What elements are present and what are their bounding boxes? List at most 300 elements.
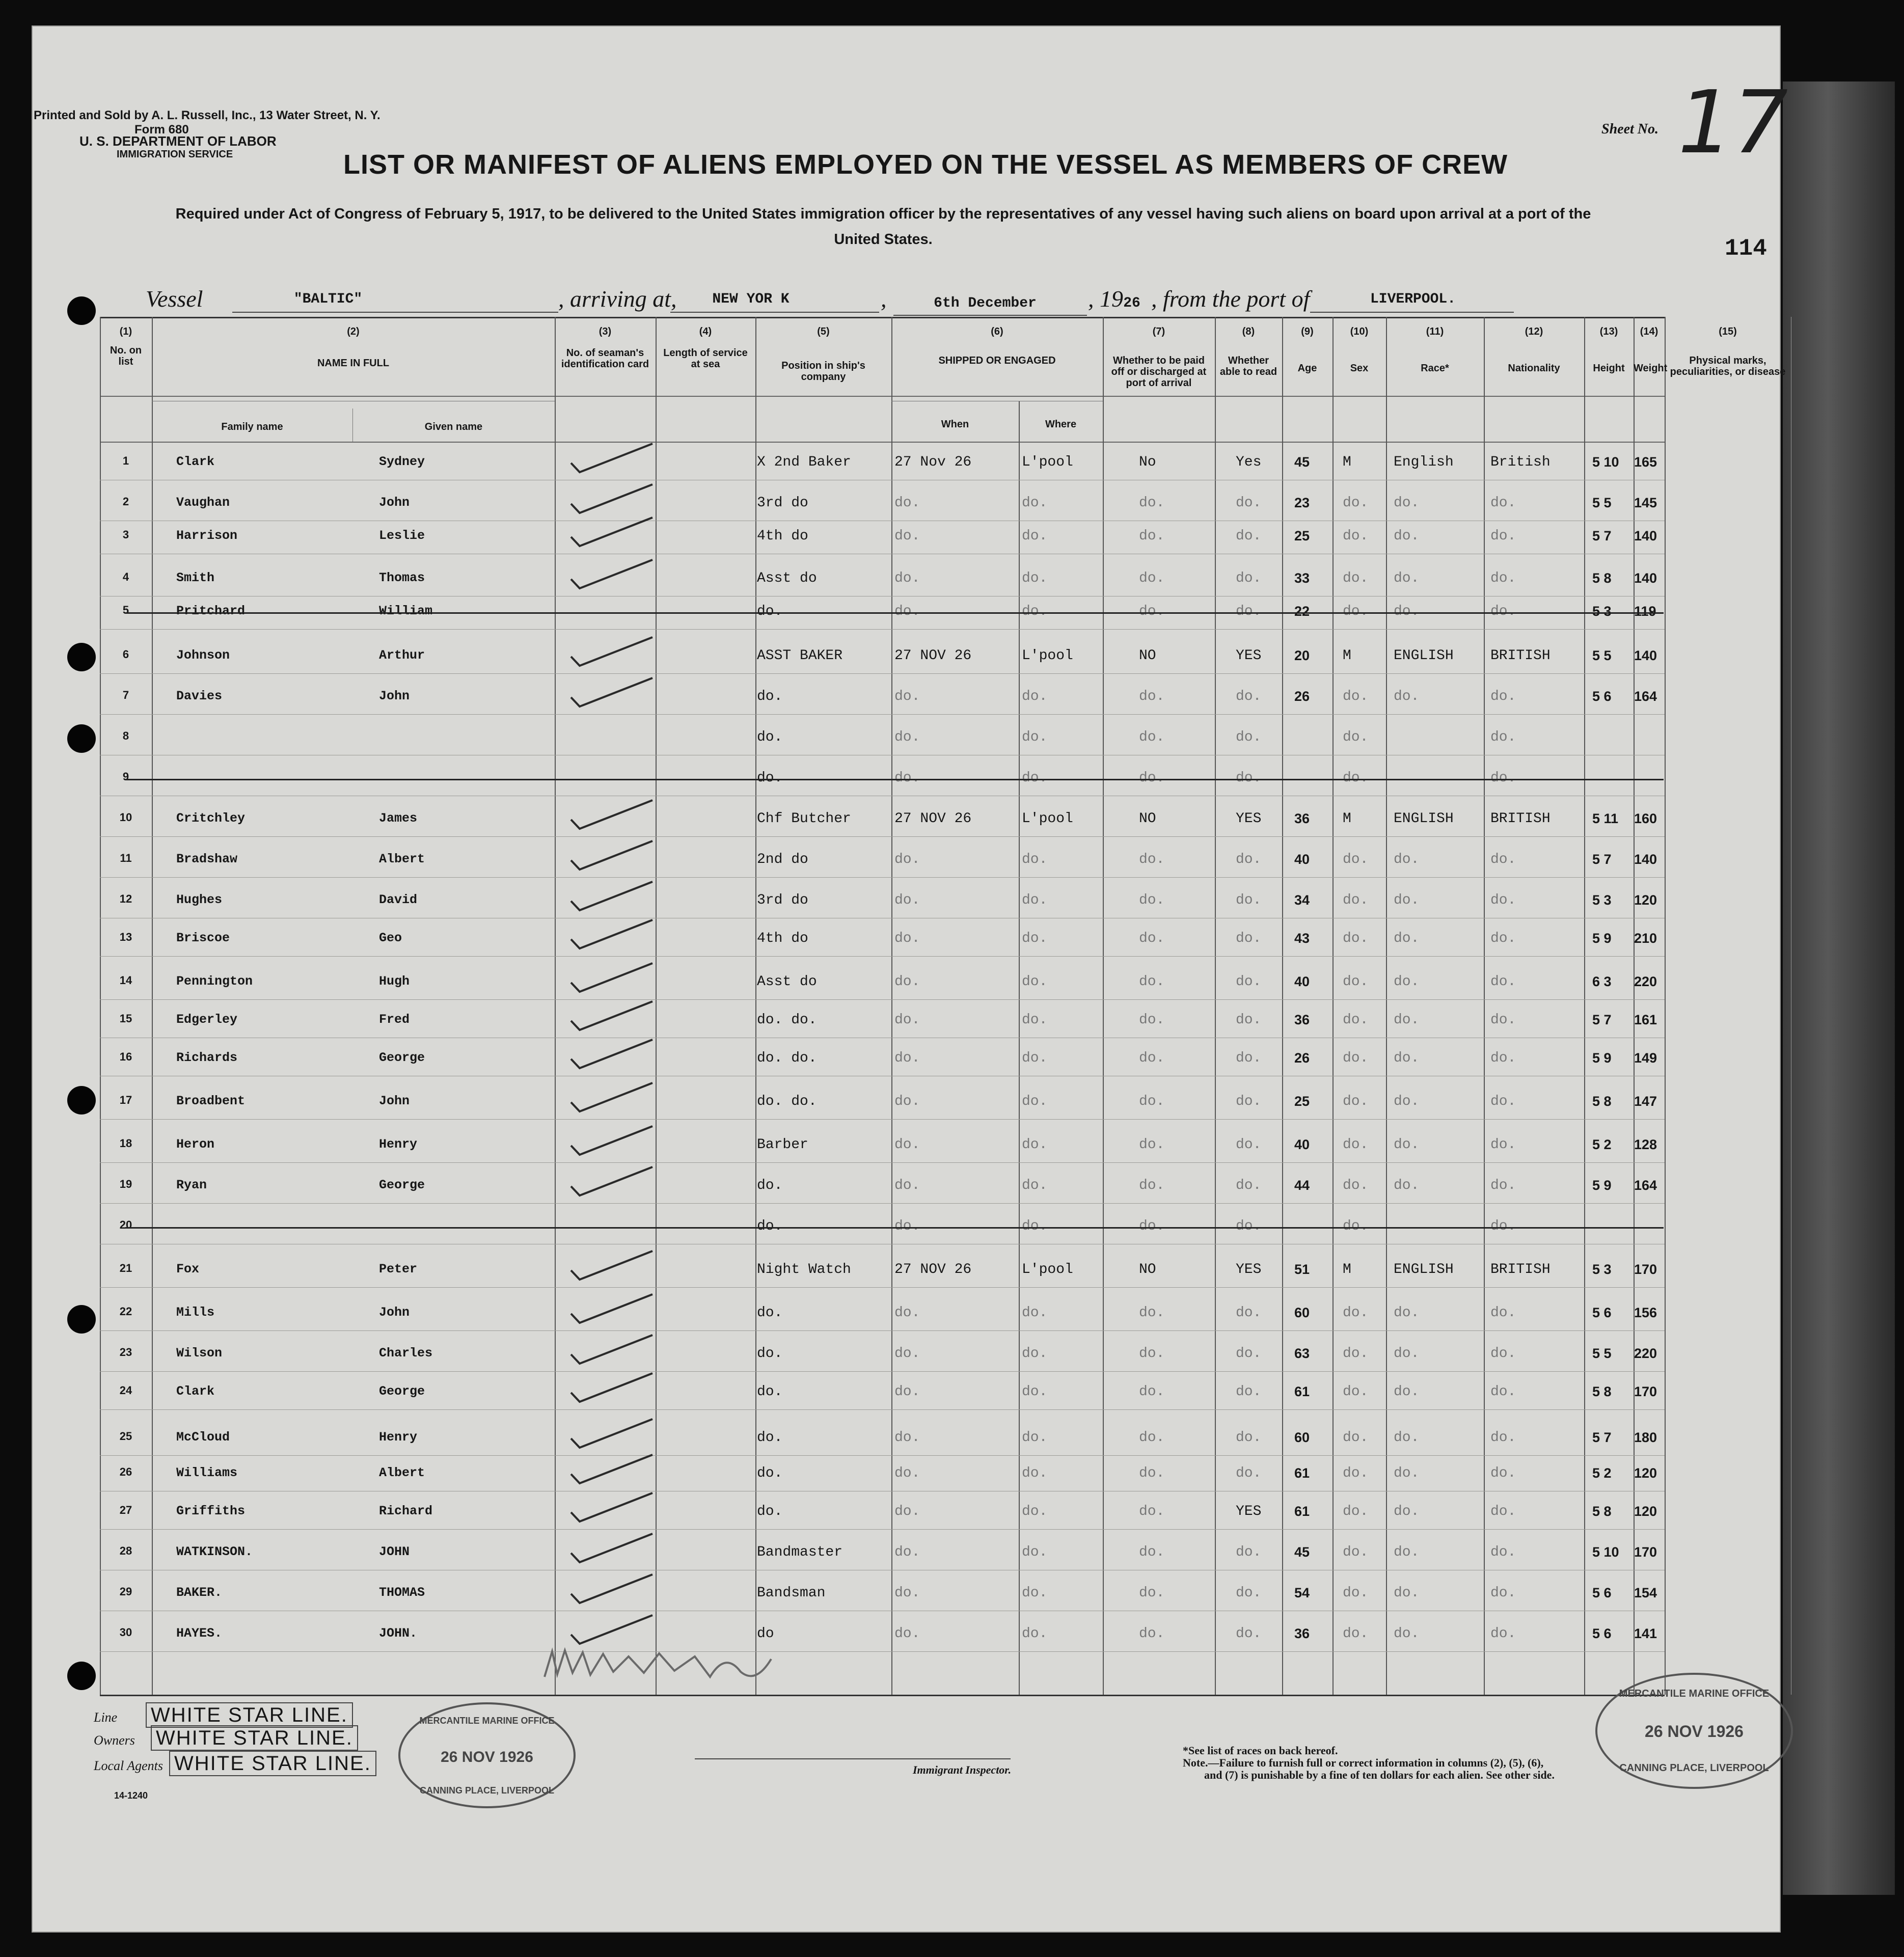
checkmark-icon xyxy=(568,999,655,1035)
paid-off-cell: do. xyxy=(1139,604,1165,619)
sex-cell: do. xyxy=(1343,1012,1369,1028)
given-name-cell: Arthur xyxy=(379,648,425,663)
position-cell: Bandsman xyxy=(757,1585,826,1601)
weight-cell: 156 xyxy=(1634,1305,1657,1320)
able-to-read-cell: do. xyxy=(1236,1346,1262,1362)
given-name-cell: George xyxy=(379,1384,425,1399)
col-number: (3) xyxy=(599,326,612,337)
weight-cell: 128 xyxy=(1634,1137,1657,1152)
paid-off-cell: do. xyxy=(1139,528,1165,544)
race-cell: do. xyxy=(1394,1384,1420,1400)
position-cell: Chf Butcher xyxy=(757,811,851,827)
sex-cell: do. xyxy=(1343,1585,1369,1601)
paid-off-cell: do. xyxy=(1139,729,1165,745)
paid-off-cell: do. xyxy=(1139,1585,1165,1601)
shipped-where-cell: do. xyxy=(1022,1178,1048,1193)
height-cell: 5 5 xyxy=(1592,1346,1612,1361)
weight-cell: 210 xyxy=(1634,931,1657,946)
strike-through-line xyxy=(125,1227,1664,1229)
shipped-when-cell: do. xyxy=(894,604,920,619)
position-cell: Asst do xyxy=(757,570,817,586)
given-name-cell: George xyxy=(379,1050,425,1065)
race-cell: do. xyxy=(1394,1137,1420,1153)
height-cell: 5 8 xyxy=(1592,570,1612,586)
checkmark-icon xyxy=(568,1249,655,1285)
shipped-when-cell: 27 NOV 26 xyxy=(894,648,972,664)
header-height: Height xyxy=(1593,363,1625,374)
weight-cell: 140 xyxy=(1634,570,1657,586)
punch-hole xyxy=(67,1086,96,1115)
weight-cell: 120 xyxy=(1634,1504,1657,1519)
sex-cell: do. xyxy=(1343,1218,1369,1234)
nationality-cell: do. xyxy=(1490,892,1516,908)
checkmark-icon xyxy=(568,1038,655,1073)
able-to-read-cell: do. xyxy=(1236,1050,1262,1066)
weight-cell: 170 xyxy=(1634,1544,1657,1560)
height-cell: 5 8 xyxy=(1592,1384,1612,1399)
checkmark-icon xyxy=(568,442,655,477)
weight-cell: 220 xyxy=(1634,974,1657,989)
able-to-read-cell: do. xyxy=(1236,1178,1262,1193)
nationality-cell: do. xyxy=(1490,1305,1516,1321)
line-label: Line xyxy=(94,1710,118,1725)
form-code: 14-1240 xyxy=(114,1790,148,1801)
row-number: 17 xyxy=(119,1094,132,1106)
family-name-cell: Johnson xyxy=(176,648,230,663)
race-cell: English xyxy=(1394,454,1454,470)
paid-off-cell: do. xyxy=(1139,1465,1165,1481)
able-to-read-cell: do. xyxy=(1236,1137,1262,1153)
race-cell: do. xyxy=(1394,495,1420,511)
sex-cell: do. xyxy=(1343,1384,1369,1400)
row-number: 13 xyxy=(119,931,132,943)
height-cell: 5 6 xyxy=(1592,1305,1612,1320)
form-title: LIST OR MANIFEST OF ALIENS EMPLOYED ON THE VESSEL AS MEMBERS OF CREW xyxy=(343,149,1508,180)
able-to-read-cell: do. xyxy=(1236,570,1262,586)
able-to-read-cell: do. xyxy=(1236,1218,1262,1234)
height-cell: 5 6 xyxy=(1592,1585,1612,1600)
race-cell: do. xyxy=(1394,1544,1420,1560)
shipped-where-cell: do. xyxy=(1022,604,1048,619)
checkmark-icon xyxy=(568,918,655,954)
age-cell: 33 xyxy=(1294,570,1310,586)
paid-off-cell: do. xyxy=(1139,1137,1165,1153)
age-cell: 26 xyxy=(1294,1050,1310,1066)
header-length-of-service: Length of service at sea xyxy=(663,347,748,370)
family-name-cell: Clark xyxy=(176,454,215,469)
age-cell: 22 xyxy=(1294,604,1310,619)
position-cell: do. do. xyxy=(757,1094,817,1109)
paid-off-cell: do. xyxy=(1139,495,1165,511)
race-cell: do. xyxy=(1394,1012,1420,1028)
position-cell: do. do. xyxy=(757,1050,817,1066)
given-name-cell: Henry xyxy=(379,1137,418,1152)
header-sex: Sex xyxy=(1350,363,1369,374)
sheet-number-label: Sheet No. xyxy=(1601,121,1658,137)
row-number: 22 xyxy=(119,1305,132,1318)
position-cell: 4th do xyxy=(757,528,808,544)
pencil-scrawl xyxy=(542,1641,792,1687)
nationality-cell: do. xyxy=(1490,1137,1516,1153)
height-cell: 5 3 xyxy=(1592,1262,1612,1277)
family-name-cell: Williams xyxy=(176,1465,238,1480)
position-cell: do. xyxy=(757,1305,783,1321)
able-to-read-cell: YES xyxy=(1236,1504,1262,1519)
shipped-where-cell: do. xyxy=(1022,1626,1048,1642)
given-name-cell: John xyxy=(379,689,410,703)
able-to-read-cell: do. xyxy=(1236,852,1262,867)
row-number: 28 xyxy=(119,1544,132,1557)
nationality-cell: do. xyxy=(1490,1626,1516,1642)
able-to-read-cell: YES xyxy=(1236,811,1262,827)
paid-off-cell: do. xyxy=(1139,1305,1165,1321)
weight-cell: 119 xyxy=(1634,604,1656,619)
weight-cell: 170 xyxy=(1634,1384,1657,1399)
race-cell: do. xyxy=(1394,852,1420,867)
shipped-where-cell: do. xyxy=(1022,852,1048,867)
given-name-cell: John xyxy=(379,1305,410,1320)
header-nationality: Nationality xyxy=(1508,363,1560,374)
race-cell: do. xyxy=(1394,1626,1420,1642)
checkmark-icon xyxy=(568,1081,655,1117)
shipped-when-cell: do. xyxy=(894,495,920,511)
col-number: (8) xyxy=(1242,326,1255,337)
row-number: 11 xyxy=(120,852,132,864)
mercantile-marine-stamp: MERCANTILE MARINE OFFICE 26 NOV 1926 CANNING PLACE, LIVERPOOL xyxy=(398,1702,576,1808)
sex-cell: do. xyxy=(1343,1305,1369,1321)
sex-cell: do. xyxy=(1343,689,1369,704)
height-cell: 5 7 xyxy=(1592,1430,1612,1445)
weight-cell: 160 xyxy=(1634,811,1657,826)
weight-cell: 170 xyxy=(1634,1262,1657,1277)
family-name-cell: Davies xyxy=(176,689,223,703)
header-given-name: Given name xyxy=(424,421,483,432)
nationality-cell: do. xyxy=(1490,570,1516,586)
weight-cell: 141 xyxy=(1634,1626,1657,1641)
weight-cell: 164 xyxy=(1634,689,1657,704)
position-cell: Bandmaster xyxy=(757,1544,843,1560)
shipped-when-cell: do. xyxy=(894,1585,920,1601)
shipped-when-cell: do. xyxy=(894,1346,920,1362)
shipped-where-cell: do. xyxy=(1022,570,1048,586)
shipped-where-cell: do. xyxy=(1022,974,1048,990)
shipped-where-cell: L'pool xyxy=(1022,1262,1073,1278)
position-cell: do. xyxy=(757,1178,783,1193)
paid-off-cell: do. xyxy=(1139,892,1165,908)
height-cell: 5 8 xyxy=(1592,1094,1612,1109)
nationality-cell: do. xyxy=(1490,770,1516,786)
height-cell: 5 5 xyxy=(1592,495,1612,510)
height-cell: 5 7 xyxy=(1592,852,1612,867)
able-to-read-cell: do. xyxy=(1236,689,1262,704)
header-race: Race* xyxy=(1421,363,1449,374)
sex-cell: do. xyxy=(1343,1430,1369,1446)
weight-cell: 164 xyxy=(1634,1178,1657,1193)
nationality-cell: do. xyxy=(1490,1094,1516,1109)
family-name-cell: Critchley xyxy=(176,811,246,826)
sex-cell: M xyxy=(1343,648,1351,664)
able-to-read-cell: do. xyxy=(1236,1305,1262,1321)
race-cell: do. xyxy=(1394,1346,1420,1362)
able-to-read-cell: do. xyxy=(1236,495,1262,511)
position-cell: do. xyxy=(757,1430,783,1446)
able-to-read-cell: do. xyxy=(1236,892,1262,908)
weight-cell: 161 xyxy=(1634,1012,1657,1027)
age-cell: 23 xyxy=(1294,495,1310,510)
position-cell: ASST BAKER xyxy=(757,648,843,664)
position-cell: do. xyxy=(757,604,783,619)
nationality-cell: do. xyxy=(1490,1384,1516,1400)
given-name-cell: David xyxy=(379,892,418,907)
row-number: 12 xyxy=(119,892,132,905)
row-number: 30 xyxy=(119,1626,132,1639)
sex-cell: do. xyxy=(1343,892,1369,908)
shipped-when-cell: 27 NOV 26 xyxy=(894,1262,972,1278)
punch-hole xyxy=(67,724,96,753)
paid-off-cell: do. xyxy=(1139,770,1165,786)
able-to-read-cell: do. xyxy=(1236,604,1262,619)
family-name-cell: Vaughan xyxy=(176,495,230,510)
paid-off-cell: NO xyxy=(1139,811,1156,827)
age-cell: 36 xyxy=(1294,1626,1310,1641)
row-number: 21 xyxy=(119,1262,132,1274)
row-number: 29 xyxy=(119,1585,132,1598)
col-number: (1) xyxy=(119,326,132,337)
given-name-cell: Albert xyxy=(379,1465,425,1480)
checkmark-icon xyxy=(568,1417,655,1453)
penalty-note: Note.—Failure to furnish full or correct information in columns (2), (5), (6), xyxy=(1183,1756,1544,1769)
able-to-read-cell: Yes xyxy=(1236,454,1262,470)
shipped-where-cell: do. xyxy=(1022,1430,1048,1446)
family-name-cell: Bradshaw xyxy=(176,852,238,866)
header-where: Where xyxy=(1045,419,1077,430)
shipped-when-cell: do. xyxy=(894,1050,920,1066)
row-number: 9 xyxy=(122,770,129,783)
age-cell: 61 xyxy=(1294,1465,1310,1481)
age-cell: 60 xyxy=(1294,1430,1310,1445)
sheet-number: 17 xyxy=(1678,72,1788,173)
shipped-where-cell: do. xyxy=(1022,689,1048,704)
nationality-cell: do. xyxy=(1490,604,1516,619)
header-name-in-full: NAME IN FULL xyxy=(317,358,390,369)
given-name-cell: Sydney xyxy=(379,454,425,469)
local-agents-label: Local Agents xyxy=(94,1758,164,1773)
height-cell: 5 7 xyxy=(1592,1012,1612,1027)
family-name-cell: Clark xyxy=(176,1384,215,1399)
able-to-read-cell: do. xyxy=(1236,1384,1262,1400)
family-name-cell: Pennington xyxy=(176,974,253,989)
header-weight: Weight xyxy=(1634,363,1668,374)
row-number: 6 xyxy=(122,648,129,661)
shipped-when-cell: do. xyxy=(894,1178,920,1193)
weight-cell: 145 xyxy=(1634,495,1657,510)
shipped-where-cell: do. xyxy=(1022,931,1048,946)
checkmark-icon xyxy=(568,961,655,997)
given-name-cell: John xyxy=(379,1094,410,1108)
punch-hole xyxy=(67,643,96,671)
paid-off-cell: do. xyxy=(1139,689,1165,704)
checkmark-icon xyxy=(568,1453,655,1488)
row-number: 18 xyxy=(119,1137,132,1150)
shipped-when-cell: do. xyxy=(894,1544,920,1560)
height-cell: 5 6 xyxy=(1592,689,1612,704)
local-agents-stamp: WHITE STAR LINE. xyxy=(169,1751,376,1776)
shipped-where-cell: do. xyxy=(1022,1384,1048,1400)
row-number: 5 xyxy=(122,604,129,616)
race-cell: ENGLISH xyxy=(1394,811,1454,827)
paid-off-cell: do. xyxy=(1139,570,1165,586)
sex-cell: do. xyxy=(1343,1544,1369,1560)
paid-off-cell: do. xyxy=(1139,1218,1165,1234)
position-cell: do. xyxy=(757,1218,783,1234)
race-cell: ENGLISH xyxy=(1394,648,1454,664)
checkmark-icon xyxy=(568,1124,655,1160)
inspector-label: Immigrant Inspector. xyxy=(913,1763,1012,1776)
race-cell: do. xyxy=(1394,1504,1420,1519)
sex-cell: do. xyxy=(1343,1178,1369,1193)
position-cell: do. do. xyxy=(757,1012,817,1028)
paid-off-cell: do. xyxy=(1139,1504,1165,1519)
age-cell: 45 xyxy=(1294,454,1310,470)
sex-cell: do. xyxy=(1343,1346,1369,1362)
age-cell: 61 xyxy=(1294,1504,1310,1519)
family-name-cell: Wilson xyxy=(176,1346,223,1361)
able-to-read-cell: do. xyxy=(1236,1585,1262,1601)
age-cell: 61 xyxy=(1294,1384,1310,1399)
sex-cell: M xyxy=(1343,1262,1351,1278)
given-name-cell: Leslie xyxy=(379,528,425,543)
height-cell: 5 10 xyxy=(1592,1544,1619,1560)
shipped-when-cell: do. xyxy=(894,1305,920,1321)
position-cell: do. xyxy=(757,729,783,745)
height-cell: 5 2 xyxy=(1592,1465,1612,1481)
shipped-where-cell: do. xyxy=(1022,1585,1048,1601)
nationality-cell: do. xyxy=(1490,1465,1516,1481)
shipped-where-cell: do. xyxy=(1022,1504,1048,1519)
age-cell: 40 xyxy=(1294,852,1310,867)
mercantile-marine-stamp: MERCANTILE MARINE OFFICE 26 NOV 1926 CANNING PLACE, LIVERPOOL xyxy=(1595,1673,1793,1789)
shipped-where-cell: do. xyxy=(1022,528,1048,544)
sex-cell: do. xyxy=(1343,852,1369,867)
nationality-cell: do. xyxy=(1490,1346,1516,1362)
given-name-cell: THOMAS xyxy=(379,1585,425,1600)
given-name-cell: Henry xyxy=(379,1430,418,1445)
age-cell: 26 xyxy=(1294,689,1310,704)
able-to-read-cell: do. xyxy=(1236,1544,1262,1560)
paid-off-cell: do. xyxy=(1139,974,1165,990)
strike-through-line xyxy=(125,779,1664,780)
header-physical-marks: Physical marks, peculiarities, or disease xyxy=(1670,355,1786,377)
position-cell: 3rd do xyxy=(757,495,808,511)
nationality-cell: do. xyxy=(1490,1218,1516,1234)
row-number: 14 xyxy=(119,974,132,987)
row-number: 23 xyxy=(119,1346,132,1358)
weight-cell: 140 xyxy=(1634,528,1657,543)
sex-cell: do. xyxy=(1343,1137,1369,1153)
nationality-cell: do. xyxy=(1490,1504,1516,1519)
form-number: Form 680 xyxy=(134,123,189,137)
age-cell: 54 xyxy=(1294,1585,1310,1600)
shipped-where-cell: do. xyxy=(1022,770,1048,786)
shipped-when-cell: do. xyxy=(894,1218,920,1234)
given-name-cell: Peter xyxy=(379,1262,418,1276)
weight-cell: 120 xyxy=(1634,1465,1657,1481)
paid-off-cell: NO xyxy=(1139,648,1156,664)
nationality-cell: British xyxy=(1490,454,1551,470)
paid-off-cell: do. xyxy=(1139,1544,1165,1560)
paid-off-cell: do. xyxy=(1139,1384,1165,1400)
row-number: 4 xyxy=(122,570,129,583)
race-cell: do. xyxy=(1394,1430,1420,1446)
height-cell: 5 10 xyxy=(1592,454,1619,470)
given-name-cell: William xyxy=(379,604,433,618)
shipped-when-cell: do. xyxy=(894,1626,920,1642)
weight-cell: 149 xyxy=(1634,1050,1657,1066)
col-number: (14) xyxy=(1640,326,1658,337)
age-cell: 25 xyxy=(1294,528,1310,543)
row-number: 16 xyxy=(119,1050,132,1063)
punch-hole xyxy=(67,296,96,325)
age-cell: 51 xyxy=(1294,1262,1310,1277)
given-name-cell: Charles xyxy=(379,1346,433,1361)
header-no-on-list: No. on list xyxy=(110,345,142,367)
family-name-cell: Richards xyxy=(176,1050,238,1065)
checkmark-icon xyxy=(568,482,655,518)
nationality-cell: do. xyxy=(1490,1050,1516,1066)
race-cell: do. xyxy=(1394,1305,1420,1321)
paid-off-cell: do. xyxy=(1139,1626,1165,1642)
penalty-note-cont: and (7) is punishable by a fine of ten dollars for each alien. See other side. xyxy=(1204,1769,1555,1781)
shipped-where-cell: do. xyxy=(1022,1218,1048,1234)
family-name-cell: Smith xyxy=(176,570,215,585)
paid-off-cell: do. xyxy=(1139,1178,1165,1193)
weight-cell: 165 xyxy=(1634,454,1657,470)
shipped-where-cell: do. xyxy=(1022,729,1048,745)
weight-cell: 140 xyxy=(1634,852,1657,867)
able-to-read-cell: do. xyxy=(1236,931,1262,946)
checkmark-icon xyxy=(568,558,655,593)
family-name-cell: Briscoe xyxy=(176,931,230,945)
shipped-where-cell: do. xyxy=(1022,495,1048,511)
position-cell: Barber xyxy=(757,1137,808,1153)
header-age: Age xyxy=(1297,363,1317,374)
sex-cell: do. xyxy=(1343,974,1369,990)
year-prefix: , 19 xyxy=(1088,286,1123,312)
header-position: Position in ship's company xyxy=(781,360,865,383)
weight-cell: 140 xyxy=(1634,648,1657,663)
family-name-cell: Ryan xyxy=(176,1178,207,1192)
shipped-when-cell: do. xyxy=(894,1384,920,1400)
punch-hole xyxy=(67,1305,96,1334)
strike-through-line xyxy=(125,612,1664,614)
checkmark-icon xyxy=(568,880,655,915)
nationality-cell: do. xyxy=(1490,528,1516,544)
height-cell: 5 2 xyxy=(1592,1137,1612,1152)
shipped-when-cell: do. xyxy=(894,1465,920,1481)
row-number: 24 xyxy=(119,1384,132,1397)
family-name-cell: Griffiths xyxy=(176,1504,246,1518)
vessel-label: Vessel xyxy=(146,286,203,312)
age-cell: 36 xyxy=(1294,811,1310,826)
paid-off-cell: do. xyxy=(1139,1346,1165,1362)
nationality-cell: do. xyxy=(1490,974,1516,990)
age-cell: 34 xyxy=(1294,892,1310,908)
family-name-cell: Hughes xyxy=(176,892,223,907)
position-cell: do. xyxy=(757,1504,783,1519)
age-cell: 40 xyxy=(1294,974,1310,989)
height-cell: 5 7 xyxy=(1592,528,1612,543)
col-number: (6) xyxy=(991,326,1003,337)
